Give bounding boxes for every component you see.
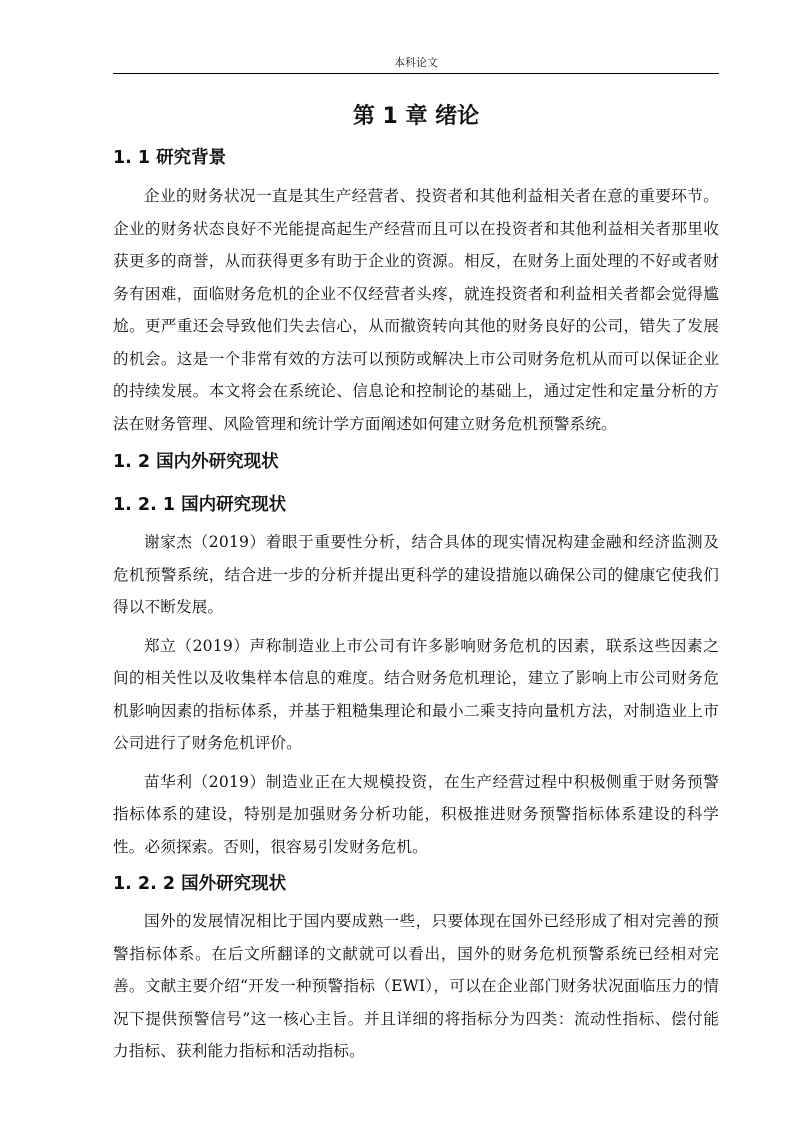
- paragraph-miao: 苗华利（2019）制造业正在大规模投资，在生产经营过程中积极侧重于财务预警指标体系的建设，特别是加强财务分析功能，积极推进财务预警指标体系建设的科学性。必须探索。否则，很容易引发财务危机。: [113, 772, 719, 856]
- section-heading-1-2: 1. 2 国内外研究现状: [113, 452, 279, 472]
- subsection-heading-1-2-2: 1. 2. 2 国外研究现状: [113, 874, 287, 894]
- page-body: [113, 98, 719, 1068]
- running-header: 本科论文: [394, 56, 438, 69]
- chapter-title: 第 1 章 绪论: [352, 104, 480, 129]
- header-rule: [113, 73, 719, 74]
- section-heading-1-1: 1. 1 研究背景: [113, 148, 227, 168]
- paragraph-background: 企业的财务状况一直是其生产经营者、投资者和其他利益相关者在意的重要环节。企业的财务状态良好不光能提高起生产经营而且可以在投资者和其他利益相关者那里收获更多的商誉，从而获得更多有助于企业的资源。相反，在财务上面处理的不好或者财务有困难，面临财务危机的企业不仅经营者头疼，就连投资者和利益相关者都会觉得尴尬。更严重还会导致他们失去信心，从而撤资转向其他的财务良好的公司，错失了发展的机会。这是一个非常有效的方法可以预防或解决上市公司财务危机从而可以保证企业的持续发展。本文将会在系统论、信息论和控制论的基础上，通过定性和定量分析的方法在财务管理、风险管理和统计学方面阐述如何建立财务危机预警系统。: [113, 187, 719, 433]
- paragraph-xie: 谢家杰（2019）着眼于重要性分析，结合具体的现实情况构建金融和经济监测及危机预警系统，结合进一步的分析并提出更科学的建设措施以确保公司的健康它使我们得以不断发展。: [113, 533, 719, 616]
- paragraph-zheng: 郑立（2019）声称制造业上市公司有许多影响财务危机的因素，联系这些因素之间的相关性以及收集样本信息的难度。结合财务危机理论，建立了影响上市公司财务危机影响因素的指标体系，并基于粗糙集理论和最小二乘支持向量机方法，对制造业上市公司进行了财务危机评价。: [113, 636, 719, 752]
- paragraph-foreign: 国外的发展情况相比于国内要成熟一些，只要体现在国外已经形成了相对完善的预警指标体系。在后文所翻译的文献就可以看出，国外的财务危机预警系统已经相对完善。文献主要介绍“开发一种预警指标（EWI），可以在企业部门财务状况面临压力的情况下提供预警信号”这一核心主旨。并且详细的将指标分为四类：流动性指标、偿付能力指标、获利能力指标和活动指标。: [113, 912, 719, 1060]
- subsection-heading-1-2-1: 1. 2. 1 国内研究现状: [113, 495, 287, 515]
